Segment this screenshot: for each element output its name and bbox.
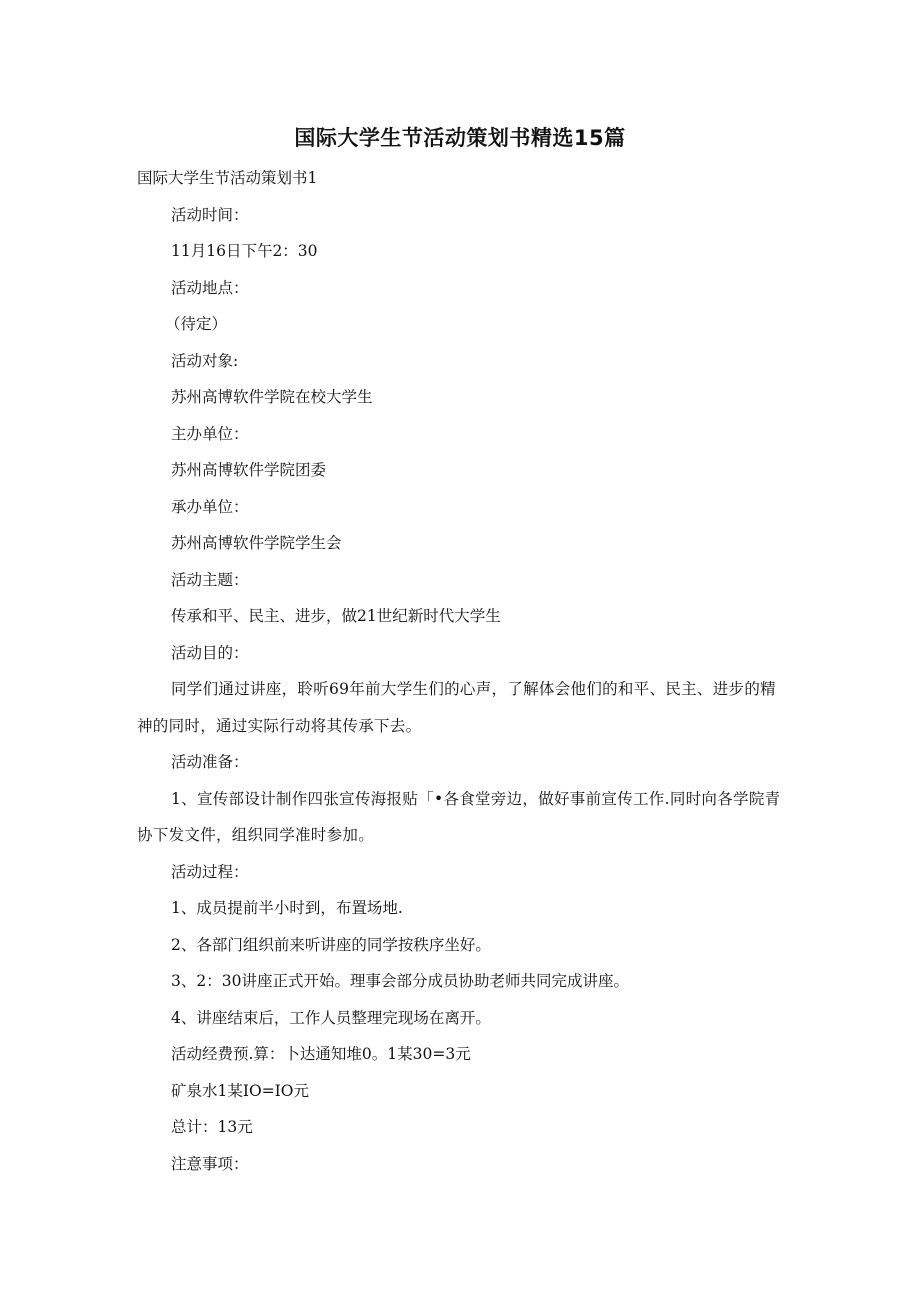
value-activity-location: （待定）: [165, 315, 228, 333]
label-activity-purpose: 活动目的：: [171, 643, 249, 662]
budget-line-1: 活动经费预.算：卜达通知堆0。1某30=3元: [171, 1045, 471, 1063]
paragraph-activity-purpose: 同学们通过讲座，聆听69年前大学生们的心声，了解体会他们的和平、民主、进步的精神的同时，通过实际行动将其传承下去。: [137, 680, 776, 735]
budget-total: 总计：13元: [171, 1118, 253, 1136]
label-activity-location: 活动地点：: [171, 278, 249, 297]
value-activity-time: 11月16日下午2：30: [171, 242, 318, 260]
label-activity-time: 活动时间：: [171, 205, 249, 224]
label-co-organizer: 承办单位：: [171, 497, 249, 516]
paragraph-activity-preparation: 1、宣传部设计制作四张宣传海报贴「•各食堂旁边，做好事前宣传工作.同时向各学院青协下发文件，组织同学准时参加。: [137, 789, 781, 844]
section-heading: 国际大学生节活动策划书1: [137, 169, 318, 187]
label-notes: 注意事项：: [171, 1154, 249, 1173]
budget-line-2: 矿泉水1某IO=IO元: [171, 1081, 310, 1100]
label-activity-theme: 活动主题：: [171, 570, 249, 589]
process-step-1: 1、成员提前半小时到，布置场地.: [171, 899, 403, 917]
document-title: 国际大学生节活动策划书精选15篇: [294, 126, 626, 150]
document-body: [137, 160, 787, 1182]
process-step-2: 2、各部门组织前来听讲座的同学按秩序坐好。: [171, 935, 491, 954]
label-activity-target: 活动对象:: [171, 351, 239, 370]
process-step-4: 4、讲座结束后，工作人员整理完现场在离开。: [171, 1008, 491, 1027]
value-activity-theme: 传承和平、民主、进步，做21世纪新时代大学生: [171, 607, 501, 625]
process-step-3: 3、2：30讲座正式开始。理事会部分成员协助老师共同完成讲座。: [171, 972, 629, 990]
label-organizer: 主办单位：: [171, 424, 249, 443]
value-activity-target: 苏州高博软件学院在校大学生: [171, 388, 373, 406]
value-co-organizer: 苏州高博软件学院学生会: [171, 534, 342, 552]
label-activity-process: 活动过程：: [171, 862, 249, 881]
label-activity-preparation: 活动准备：: [171, 753, 249, 771]
value-organizer: 苏州高博软件学院团委: [171, 461, 327, 479]
